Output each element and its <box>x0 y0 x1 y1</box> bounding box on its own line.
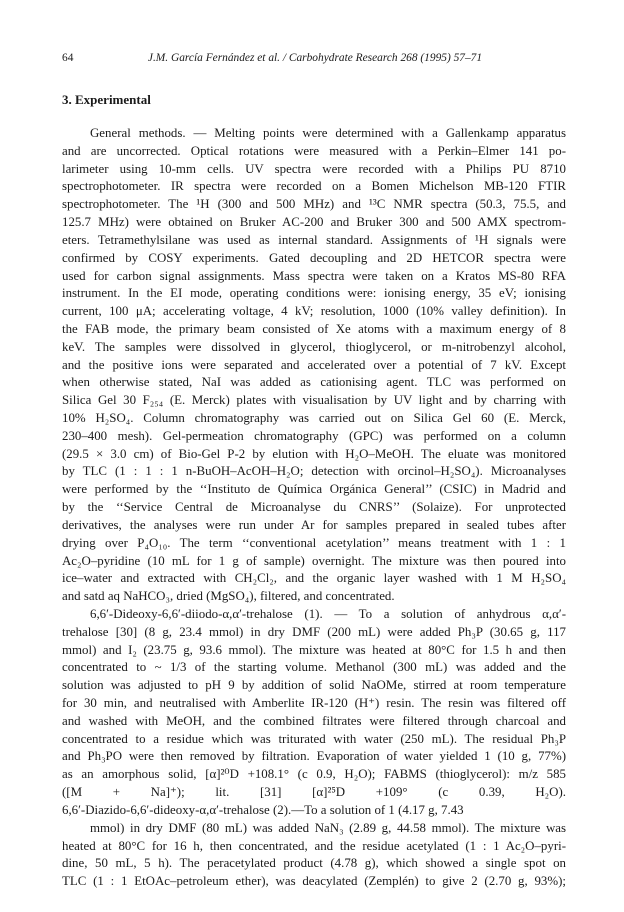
text-line: confirmed by COSY experiments. Gated decoupling and 2D HETCOR spectra were <box>62 250 566 265</box>
body-text <box>62 125 566 909</box>
text-line: were performed by the ‘‘Instituto de Química Orgánica General’’ (CSIC) in Madrid and <box>62 482 566 497</box>
text-line: ice–water and extracted with CH₂Cl₂, and the organic layer washed with 1 M H₂SO₄ <box>62 571 566 586</box>
text-line: drying over P₄O₁₀. The term ‘‘conventional acetylation’’ means treatment with 1 : 1 <box>62 535 566 550</box>
text-line: mmol) and I₂ (23.75 g, 93.6 mmol). The mixture was heated at 80°C for 1.5 h and then <box>62 642 566 657</box>
text-line: and are uncorrected. Optical rotations were measured with a Perkin–Elmer 141 po- <box>62 143 566 158</box>
text-line: 230–400 mesh). Gel-permeation chromatography (GPC) was performed on a column <box>62 428 566 443</box>
text-line: (29.5 × 3.0 cm) of Bio-Gel P-2 by elution with H₂O–MeOH. The eluate was monitored <box>62 446 566 461</box>
text-line: trehalose [30] (8 g, 23.4 mmol) in dry DMF (200 mL) were added Ph₃P (30.65 g, 117 <box>62 624 566 639</box>
text-line: derivatives, the analyses were run under Ar for samples prepared in sealed tubes after <box>62 517 566 532</box>
text-line: for 30 min, and neutralised with Amberlite IR-120 (H⁺) resin. The resin was filtered off <box>62 696 566 710</box>
text-line: heated at 80°C for 16 h, then concentrated, and the residue acetylated (1 : 1 Ac₂O–pyri- <box>62 838 566 853</box>
text-line: when otherwise stated, NaI was added as cationising agent. TLC was performed on <box>62 375 566 390</box>
text-line: and Ph₃PO were then removed by filtration. Evaporation of water yielded 1 (10 g, 77%) <box>62 749 566 764</box>
text-line: 125.7 MHz) were obtained on Bruker AC-200 and Bruker 300 and 500 AMX spectrom- <box>62 215 566 230</box>
text-line: instrument. In the EI mode, operating conditions were: ionising energy, 35 eV; ionising <box>62 286 566 301</box>
text-line: and the positive ions were separated and accelerated over a potential of 7 kV. Except <box>62 357 566 372</box>
running-head: J.M. García Fernández et al. / Carbohydrate Research 268 (1995) 57–71 <box>147 52 483 64</box>
text-line: and washed with MeOH, and the combined filtrates were filtered through charcoal and <box>62 713 566 728</box>
text-line: keV. The samples were dissolved in glycerol, thioglycerol, or m-nitrobenzyl alcohol, <box>62 339 566 354</box>
text-line: by TLC (1 : 1 : 1 n-BuOH–AcOH–H₂O; detection with orcinol–H₂SO₄). Microanalyses <box>62 464 566 479</box>
text-line: by the ‘‘Service Central de Microanalyse du CNRS’’ (Solaize). For unprotected <box>62 500 566 515</box>
text-line: concentrated to ~ 1/3 of the starting volume. Methanol (300 mL) was added and the <box>62 660 566 675</box>
text-line: solution was adjusted to pH 9 by addition of solid NaOMe, stirred at room temperature <box>62 678 566 693</box>
section-heading: 3. Experimental <box>62 92 151 107</box>
text-line: larimeter using 10-mm cells. UV spectra were recorded with a Philips PU 8710 <box>62 161 566 176</box>
text-line: 10% H₂SO₄. Column chromatography was carried out on Silica Gel 60 (E. Merck, <box>62 411 566 425</box>
text-line: as an amorphous solid, [α]²⁰D +108.1° (c 0.9, H₂O); FABMS (thioglycerol): m/z 585 <box>62 767 566 782</box>
text-line: Ac₂O–pyridine (10 mL for 1 g of sample) overnight. The mixture was then poured into <box>62 553 566 568</box>
text-line: spectrophotometer. IR spectra were recorded on a Bomen Michelson MB-120 FTIR <box>62 179 566 194</box>
text-line: spectrophotometer. The ¹H (300 and 500 MHz) and ¹³C NMR spectra (50.3, 75.5, and <box>62 197 566 212</box>
text-line: the FAB mode, the primary beam consisted of Xe atoms with a maximum energy of 8 <box>62 321 566 336</box>
text-line: dine, 50 mL, 5 h). The peracetylated product (4.78 g), which showed a single spot on <box>62 856 566 871</box>
text-line: TLC (1 : 1 EtOAc–petroleum ether), was deacylated (Zemplén) to give 2 (2.70 g, 93%); <box>62 874 566 889</box>
page-header <box>62 52 568 72</box>
text-line: and satd aq NaHCO₃, dried (MgSO₄), filtered, and concentrated. <box>62 589 395 604</box>
text-line: 6,6′-Diazido-6,6′-dideoxy-α,α′-trehalose (2).—To a solution of 1 (4.17 g, 7.43 <box>62 802 464 817</box>
text-line: used for carbon signal assignments. Mass spectra were taken on a Kratos MS-80 RFA <box>62 268 566 283</box>
text-line: mmol) in dry DMF (80 mL) was added NaN₃ (2.89 g, 44.58 mmol). The mixture was <box>90 820 566 835</box>
text-line: current, 100 μA; accelerating voltage, 4 kV; resolution, 1000 (10% valley definition). In <box>62 304 566 319</box>
text-line: concentrated to a residue which was triturated with water (250 mL). The residual Ph₃P <box>62 731 566 746</box>
text-line: General methods. — Melting points were determined with a Gallenkamp apparatus <box>90 126 566 140</box>
text-line <box>62 891 566 909</box>
text-line: 6,6′-Dideoxy-6,6′-diiodo-α,α′-trehalose (1). — To a solution of anhydrous α,α′- <box>90 606 566 621</box>
text-line: ([M + Na]⁺); lit. [31] [α]²⁵D +109° (c 0.39, H₂O). <box>62 785 566 800</box>
text-line: eters. Tetramethylsilane was used as internal standard. Assignments of ¹H signals were <box>62 232 566 247</box>
page-number: 64 <box>62 52 74 64</box>
text-line: Silica Gel 30 F₂₅₄ (E. Merck) plates with visualisation by UV light and by charring with <box>62 393 566 408</box>
